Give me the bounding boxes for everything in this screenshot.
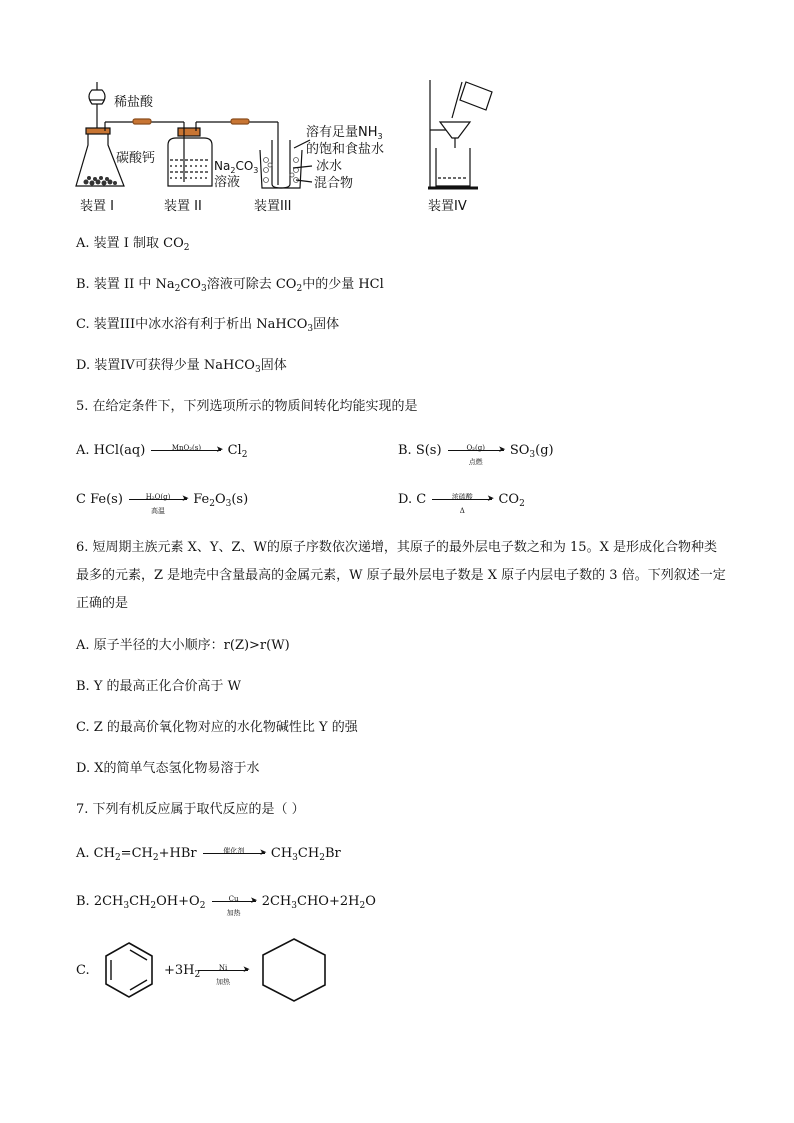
label-ice-water: 冰水 bbox=[316, 159, 343, 174]
q5-option-d: D. C 浓硫酸 ➤ Δ $CO_2$ bbox=[398, 492, 525, 515]
q5-option-b: B. S(s) O₂(g) ➤ 点燃 $SO_3(g)$ bbox=[398, 443, 554, 466]
q5-option-c: C Fe(s) H₂O(g) ➤ 高温 $Fe_2O_3(s)$ bbox=[76, 492, 249, 515]
benzene-structure bbox=[99, 940, 159, 1000]
q6-stem: 6. 短周期主族元素 X、Y、Z、W的原子序数依次递增，其原子的最外层电子数之和为 15。X 是形成化合物种类最多的元素，Z 是地壳中含量最高的金属元素，W 原子最外层电子数是 X 原子内层电子数的 3 倍。下列叙述一定正确的是 bbox=[76, 540, 726, 611]
label-device-3: 装置III bbox=[254, 199, 292, 214]
q6-option-c: C. Z 的最高价氧化物对应的水化物碱性比 Y 的强 bbox=[76, 720, 358, 735]
q7-option-b: B. $2CH_3CH_2OH+O_2$ Cu ➤ 加热 $2CH_3CHO+2H_2O$ bbox=[76, 894, 376, 917]
q4-option-b: B. 装置 II 中 $Na_2CO_3$溶液可除去 $CO_2$中的少量 HCl bbox=[76, 277, 384, 294]
label-nh3: 溶有足量$NH_3$ bbox=[306, 125, 383, 141]
q6-option-b: B. Y 的最高正化合价高于 W bbox=[76, 679, 242, 694]
q7-option-a: A. $CH_2=CH_2+HBr$ 催化剂 ➤ $CH_3CH_2Br$ bbox=[76, 846, 341, 863]
cyclohexane-structure bbox=[258, 936, 330, 1004]
q5-stem: 5. 在给定条件下，下列选项所示的物质间转化均能实现的是 bbox=[76, 399, 418, 414]
label-mixture: 混合物 bbox=[314, 176, 354, 191]
label-device-1: 装置 I bbox=[80, 199, 114, 214]
q6-option-d: D. X的简单气态氢化物易溶于水 bbox=[76, 761, 260, 776]
label-solution: 溶液 bbox=[214, 175, 241, 190]
q7-option-c-reagent: $+3H_2$ bbox=[164, 963, 201, 980]
label-device-4: 装置IV bbox=[428, 199, 467, 214]
q7-stem: 7. 下列有机反应属于取代反应的是（ ） bbox=[76, 802, 305, 817]
label-saturated-brine: 的饱和食盐水 bbox=[306, 142, 385, 157]
q4-option-c: C. 装置III中冰水浴有利于析出 NaHCO$_3$固体 bbox=[76, 317, 340, 334]
label-device-2: 装置 II bbox=[164, 199, 202, 214]
label-dilute-hcl: 稀盐酸 bbox=[114, 95, 154, 110]
q4-option-a: A. 装置 I 制取 $CO_2$ bbox=[76, 236, 190, 253]
apparatus-figure bbox=[0, 0, 794, 220]
q5-option-a: A. HCl(aq) MnO₂(s) ➤ $Cl_2$ bbox=[76, 443, 248, 460]
q7-option-c-arrow: Ni ➤ 加热 bbox=[198, 962, 248, 980]
q7-option-c-label: C. bbox=[76, 963, 90, 978]
label-caco3: 碳酸钙 bbox=[116, 151, 156, 166]
q4-option-d: D. 装置IV可获得少量 NaHCO$_3$固体 bbox=[76, 358, 287, 375]
q6-option-a: A. 原子半径的大小顺序：r(Z)>r(W) bbox=[76, 638, 290, 653]
label-na2co3: $Na_2CO_3$ bbox=[214, 159, 259, 175]
